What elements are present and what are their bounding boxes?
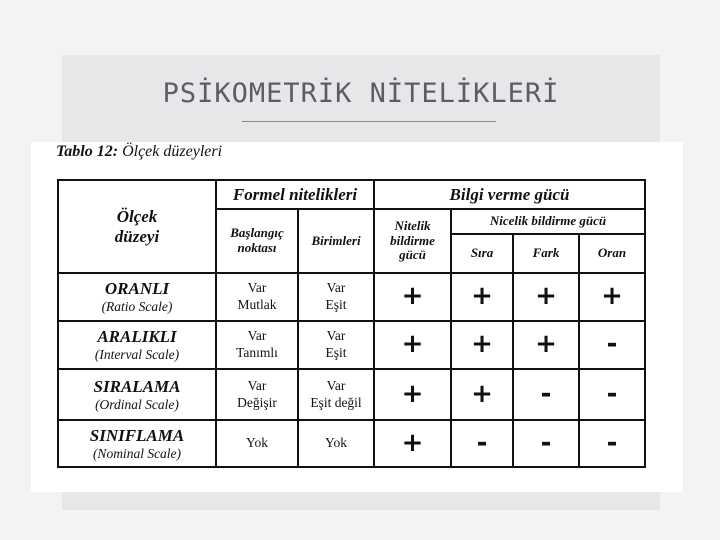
units-cell [298, 420, 374, 467]
units-line2: Eşit değil [310, 394, 362, 410]
level-name: ARALIKLI [97, 327, 177, 347]
units-cell [298, 369, 374, 420]
qualitative-mark: + [374, 321, 451, 369]
table-caption [56, 143, 222, 161]
rank-mark: + [451, 273, 513, 321]
difference-mark: + [513, 273, 579, 321]
header-units: Birimleri [298, 209, 374, 273]
ratio-mark: - [579, 420, 645, 467]
start-point-cell [216, 273, 298, 321]
units-cell [298, 273, 374, 321]
header-information-power: Bilgi verme gücü [374, 180, 645, 209]
header-start-point-line2: noktası [237, 240, 277, 255]
header-quantitative-power: Nicelik bildirme gücü [451, 209, 645, 234]
header-scale-level-line2: düzeyi [114, 226, 160, 246]
header-qualitative-line1: Nitelik [394, 217, 431, 233]
level-cell [58, 369, 216, 420]
level-name: SIRALAMA [93, 376, 181, 396]
ratio-mark: - [579, 321, 645, 369]
table-row [58, 273, 645, 321]
scale-levels-table [57, 179, 646, 468]
units-line2: Eşit [325, 297, 347, 312]
qualitative-mark: + [374, 420, 451, 467]
start-point-line2: Değişir [237, 394, 277, 410]
table-row [58, 321, 645, 369]
units-line1: Yok [325, 435, 347, 451]
level-english: (Ordinal Scale) [95, 396, 179, 412]
level-english: (Interval Scale) [94, 347, 180, 363]
qualitative-mark: + [374, 273, 451, 321]
start-point-line2: Tanımlı [236, 345, 278, 360]
table-row [58, 420, 645, 467]
start-point-line2: Mutlak [237, 297, 277, 312]
level-name: ORANLI [104, 279, 170, 299]
header-qualitative-power [374, 209, 451, 273]
level-name: SINIFLAMA [89, 425, 185, 445]
header-start-point [216, 209, 298, 273]
units-cell [298, 321, 374, 369]
header-difference: Fark [513, 234, 579, 273]
units-line1: Var [326, 280, 346, 296]
title-underline [242, 121, 496, 122]
rank-mark: - [451, 420, 513, 467]
ratio-mark: + [579, 273, 645, 321]
rank-mark: + [451, 321, 513, 369]
level-english: (Ratio Scale) [101, 299, 173, 315]
level-cell [58, 321, 216, 369]
start-point-cell [216, 369, 298, 420]
level-cell [58, 420, 216, 467]
slide-title: PSİKOMETRİK NİTELİKLERİ [162, 78, 560, 109]
qualitative-mark: + [374, 369, 451, 420]
rank-mark: + [451, 369, 513, 420]
level-english: (Nominal Scale) [92, 445, 182, 461]
start-point-cell [216, 420, 298, 467]
header-qualitative-line3: gücü [399, 247, 426, 263]
header-rank: Sıra [451, 234, 513, 273]
units-line1: Var [326, 377, 346, 393]
header-scale-level-line1: Ölçek [116, 206, 158, 226]
start-point-line1: Var [247, 328, 267, 344]
ratio-mark: - [579, 369, 645, 420]
start-point-line1: Var [247, 377, 267, 393]
difference-mark: + [513, 321, 579, 369]
difference-mark: - [513, 420, 579, 467]
units-line2: Eşit [325, 345, 347, 360]
start-point-line1: Yok [246, 435, 268, 451]
table-row [58, 369, 645, 420]
caption-label: Tablo 12: [56, 143, 119, 160]
header-start-point-line1: Başlangıç [230, 225, 284, 241]
difference-mark: - [513, 369, 579, 420]
start-point-line1: Var [247, 280, 267, 296]
header-ratio: Oran [579, 234, 645, 273]
units-line1: Var [326, 328, 346, 344]
header-scale-level [58, 180, 216, 273]
level-cell [58, 273, 216, 321]
caption-text: Ölçek düzeyleri [122, 143, 223, 160]
start-point-cell [216, 321, 298, 369]
header-qualitative-line2: bildirme [390, 232, 435, 248]
header-formal-properties: Formel nitelikleri [216, 180, 374, 209]
